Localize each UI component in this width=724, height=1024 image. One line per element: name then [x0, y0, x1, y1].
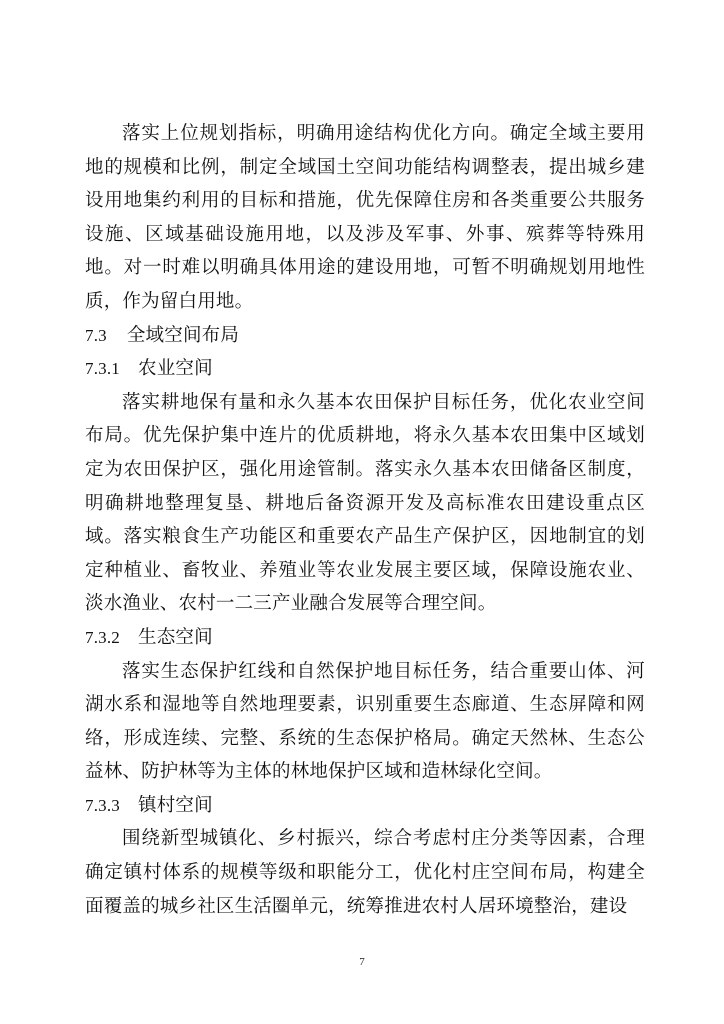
- section-title: 生态空间: [138, 626, 213, 648]
- heading-7-3-1: [85, 352, 645, 386]
- section-number: 7.3.1: [85, 359, 120, 379]
- heading-7-3-2: [85, 621, 645, 655]
- section-number: 7.3.2: [85, 627, 120, 647]
- heading-7-3: [85, 319, 645, 353]
- paragraph-agricultural-space: 落实耕地保有量和永久基本农田保护目标任务，优化农业空间布局。优先保护集中连片的优质耕地，将永久基本农田集中区域划定为农田保护区，强化用途管制。落实永久基本农田储备区制度，明确耕地整理复垦、耕地后备资源开发及高标准农田建设重点区域。落实粮食生产功能区和重要农产品生产保护区，因地制宜的划定种植业、畜牧业、养殖业等农业发展主要区域，保障设施农业、淡水渔业、农村一二三产业融合发展等合理空间。: [85, 391, 645, 615]
- heading-7-3-3: [85, 789, 645, 823]
- section-title: 农业空间: [138, 358, 213, 380]
- section-title: 全域空间布局: [126, 324, 240, 346]
- paragraph-town-village-space: 围绕新型城镇化、乡村振兴，综合考虑村庄分类等因素，合理确定镇村体系的规模等级和职能分工，优化村庄空间布局，构建全面覆盖的城乡社区生活圈单元，统筹推进农村人居环境整治，建设: [85, 828, 645, 917]
- section-number: 7.3: [85, 325, 107, 345]
- paragraph-ecological-space: 落实生态保护红线和自然保护地目标任务，结合重要山体、河湖水系和湿地等自然地理要素，识别重要生态廊道、生态屏障和网络，形成连续、完整、系统的生态保护格局。确定天然林、生态公益林、防护林等为主体的林地保护区域和造林绿化空间。: [85, 660, 645, 783]
- section-title: 镇村空间: [138, 794, 213, 816]
- page-number: 7: [359, 956, 365, 968]
- section-number: 7.3.3: [85, 795, 120, 815]
- paragraph-land-use-structure: 落实上位规划指标，明确用途结构优化方向。确定全域主要用地的规模和比例，制定全域国土空间功能结构调整表，提出城乡建设用地集约利用的目标和措施，优先保障住房和各类重要公共服务设施、区域基础设施用地，以及涉及军事、外事、殡葬等特殊用地。对一时难以明确具体用途的建设用地，可暂不明确规划用地性质，作为留白用地。: [85, 123, 645, 312]
- body-text: [85, 117, 645, 923]
